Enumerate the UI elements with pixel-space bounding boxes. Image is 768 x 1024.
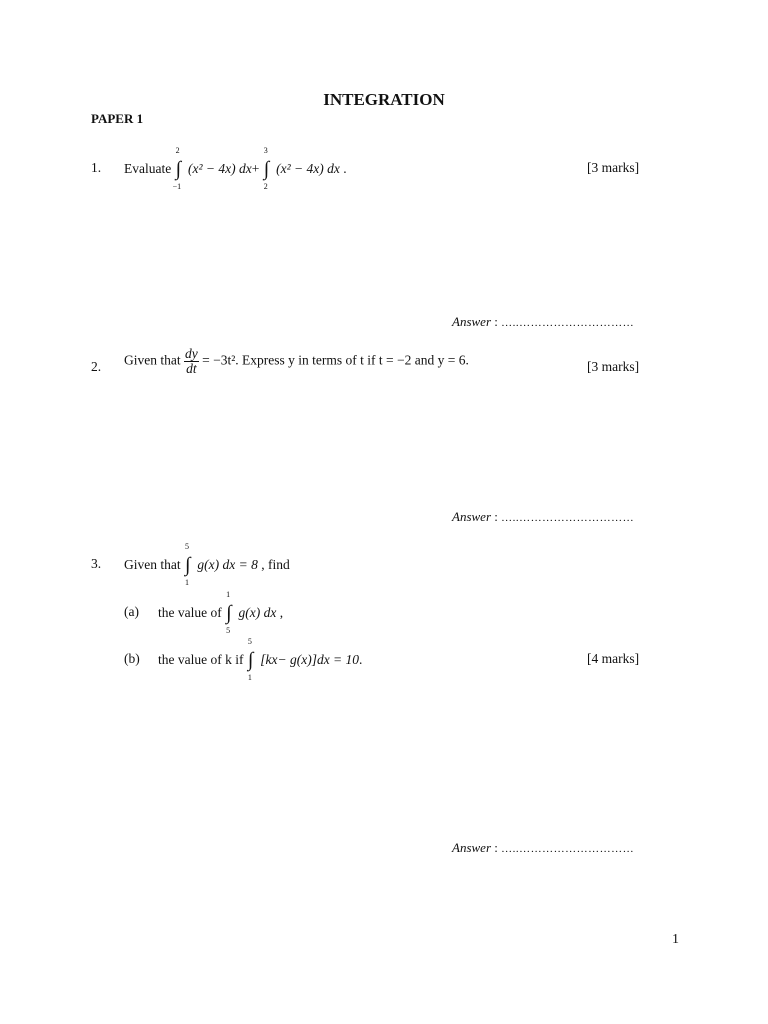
integral-lower-limit: 2 [263,182,268,191]
answer-label: Answer [452,840,491,855]
question-2-text [124,347,469,376]
integral-upper-limit: 2 [175,146,180,155]
integrand-3: g(x) dx = 8 [197,557,258,573]
question-3-text [124,542,290,587]
answer-label: Answer [452,314,491,329]
answer-sep: : [491,840,502,855]
answer-dots: …..………………………… [501,317,635,329]
integral-sign: ∫ 5 1 [247,637,254,682]
integral-sign: ∫ 1 5 [226,590,232,635]
question-3-number: 3. [91,556,102,571]
question-3-tail: , find [257,557,290,573]
answer-dots: …..………………………… [501,843,635,855]
integral-sign: ∫ 2 −1 [172,146,182,191]
part-a-lead: the value of [158,605,222,621]
question-3-lead: Given that [124,557,181,573]
answer-sep: : [491,314,502,329]
question-1-number: 1. [91,160,102,175]
answer-sep: : [491,509,502,524]
integral-upper-limit: 3 [263,146,268,155]
fraction-denominator: dt [186,361,197,376]
page-number: 1 [672,932,679,947]
integral-lower-limit: −1 [172,182,182,191]
question-1-marks: [3 marks] [587,160,640,175]
question-1-lead: Evaluate [124,161,172,177]
question-2-rest: = −3t². Express y in terms of t if t = −2 and y = 6. [202,352,469,368]
answer-dots: …..………………………… [501,512,635,524]
integral-lower-limit: 1 [185,578,189,587]
part-b-tail: . [359,652,363,668]
part-b-text [158,637,363,682]
part-a-label: (a) [124,604,139,619]
question-1-text [124,146,347,191]
integral-sign: ∫ 3 2 [263,146,270,191]
part-a-text [158,590,284,635]
answer-line-3 [452,840,634,856]
derivative-fraction [184,347,199,376]
integrand-2: (x² − 4x) dx [276,161,340,177]
question-1-tail: . [343,161,347,177]
part-b-label: (b) [124,651,140,666]
integral-upper-limit: 5 [185,542,189,551]
question-2-lead: Given that [124,352,181,368]
paper-heading: PAPER 1 [91,111,144,126]
question-3-marks: [4 marks] [587,651,640,666]
integrand-a: g(x) dx [238,605,277,621]
question-2-marks: [3 marks] [587,359,640,374]
answer-line-2 [452,509,634,525]
question-2-number: 2. [91,359,102,374]
integral-upper-limit: 5 [247,637,252,646]
fraction-numerator: dy [185,346,198,361]
answer-line-1 [452,314,634,330]
answer-label: Answer [452,509,491,524]
integrand-b: [kx− g(x)]dx = 10 [260,652,360,668]
page-title: INTEGRATION [323,90,445,109]
integral-lower-limit: 1 [247,673,252,682]
integrand-1: (x² − 4x) dx [187,161,252,177]
integral-lower-limit: 5 [226,626,231,635]
integral-upper-limit: 1 [226,590,231,599]
part-b-lead: the value of k if [158,652,244,668]
part-a-tail: , [276,605,284,621]
plus-sign: + [251,161,260,177]
integral-sign: ∫ 5 1 [185,542,191,587]
